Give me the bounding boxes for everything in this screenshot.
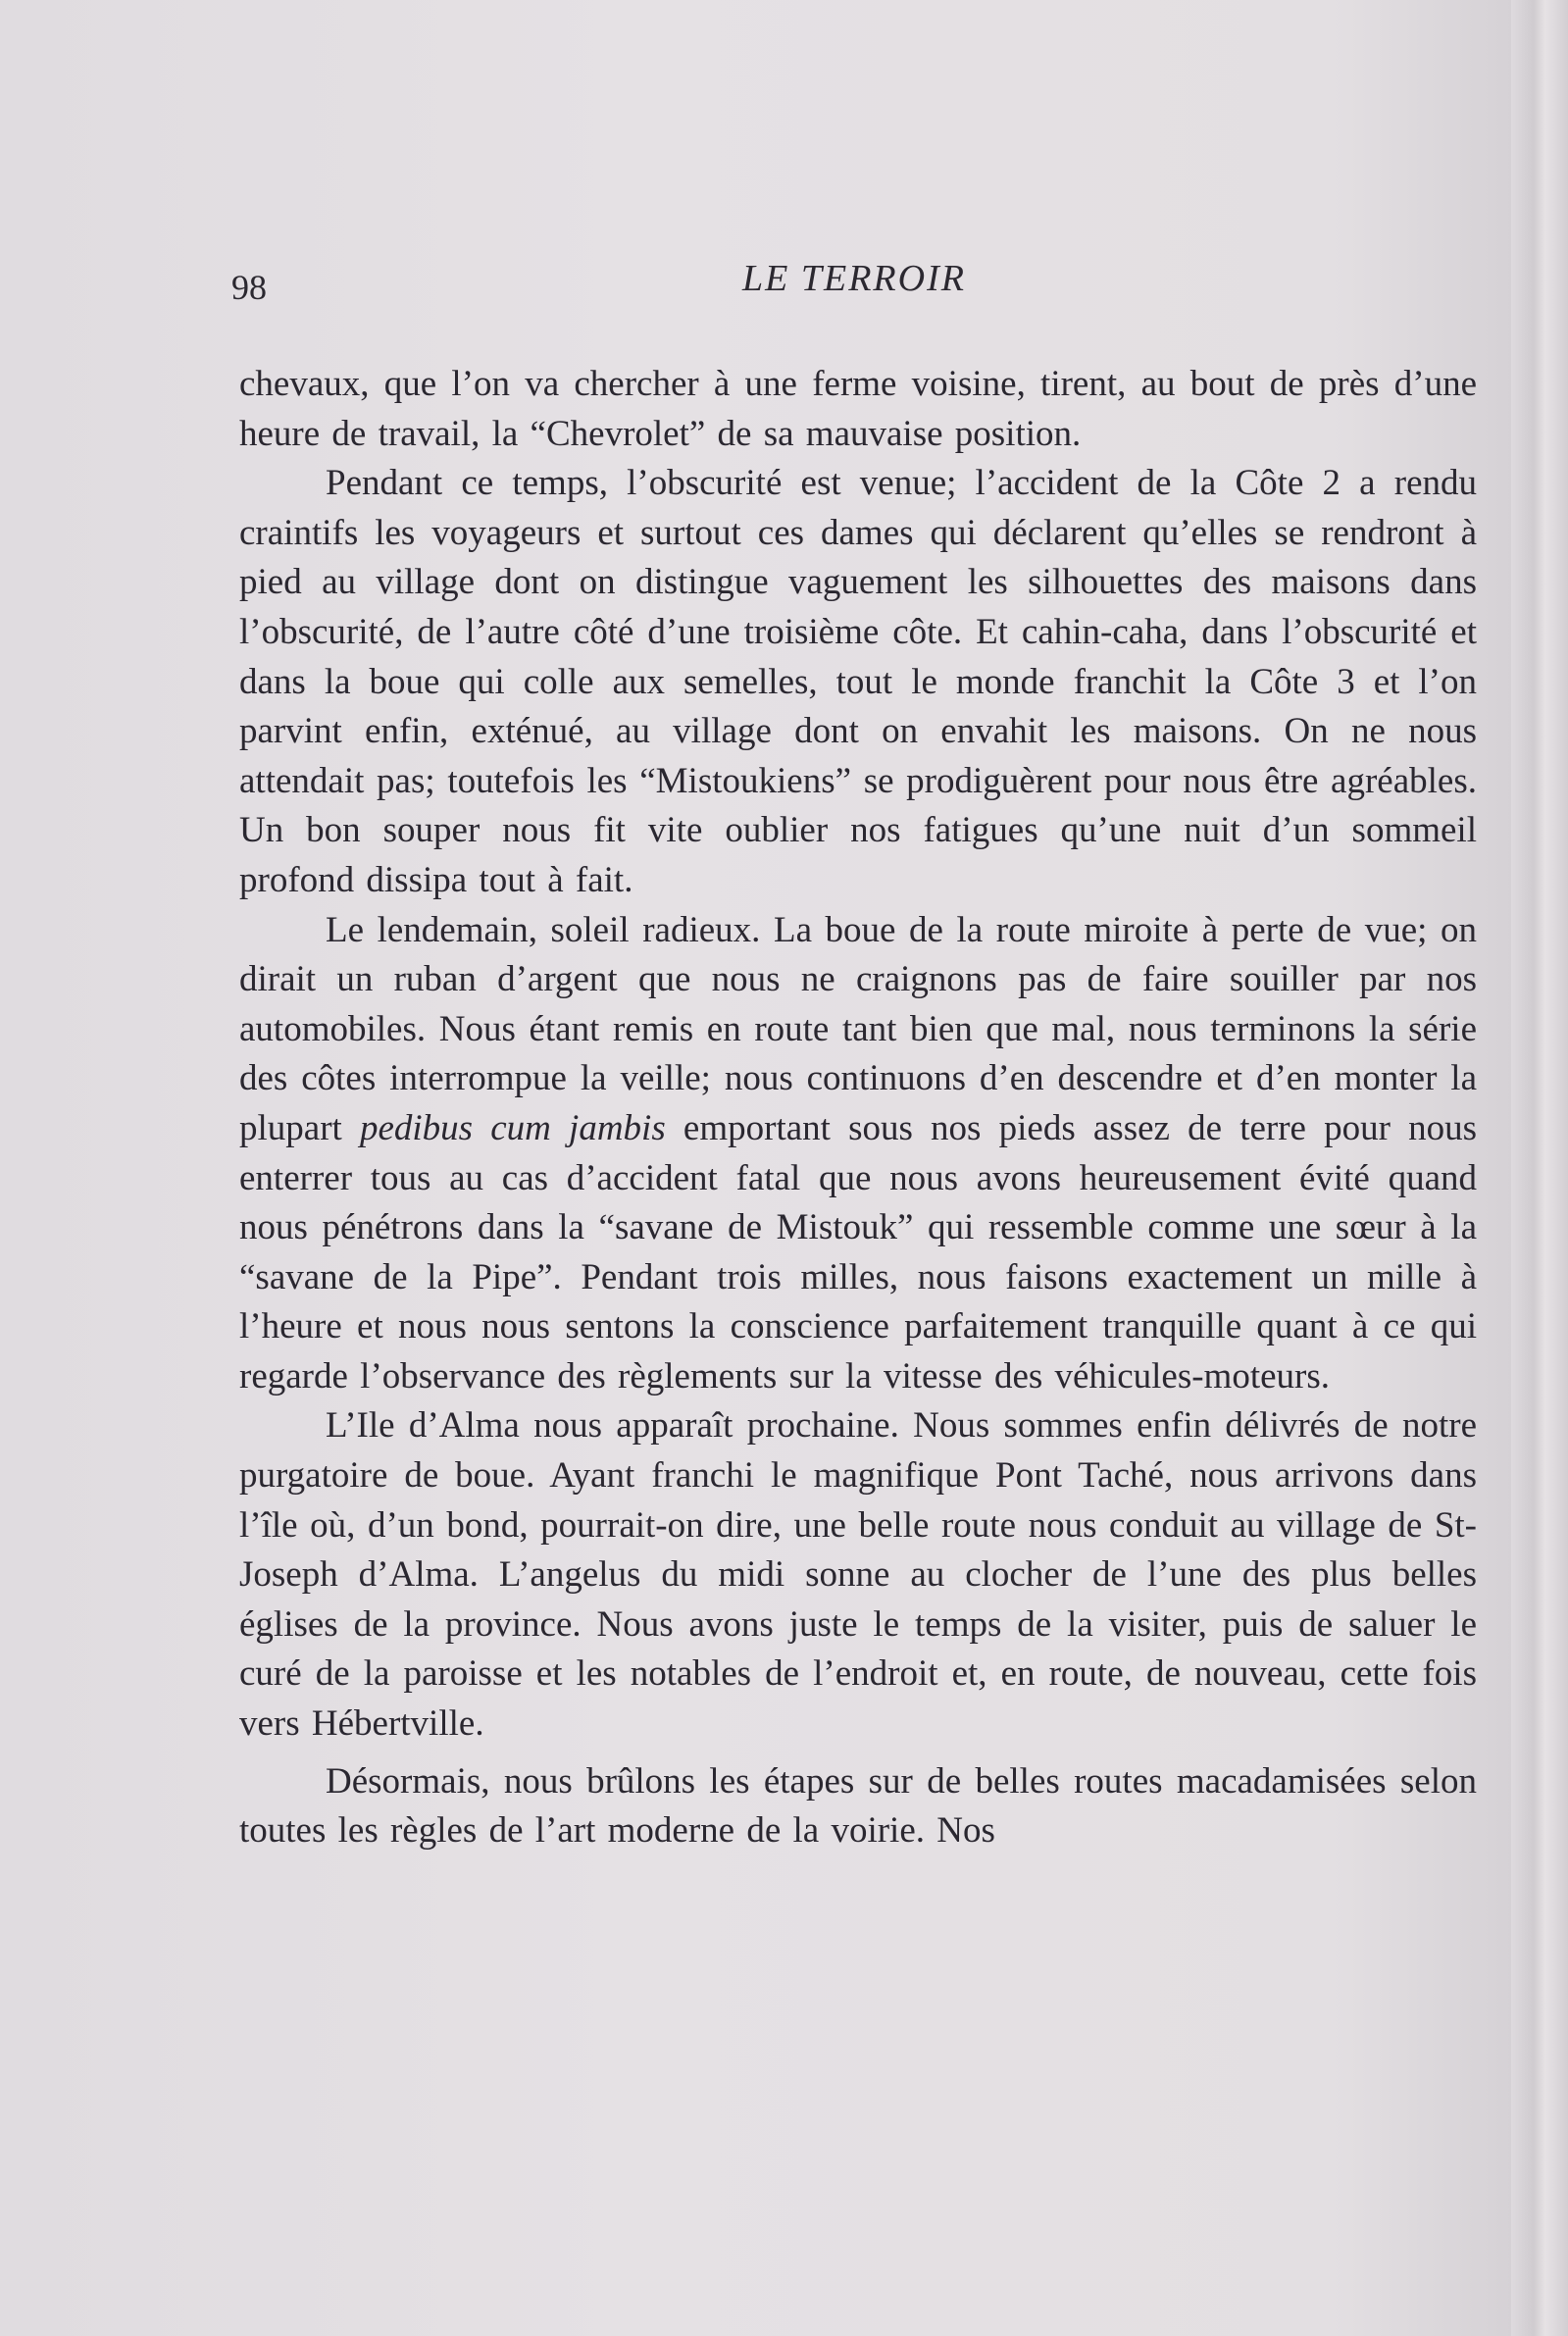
paragraph-text: emportant sous nos pieds assez de terre pour nous enterrer tous au cas d’accident fatal que nous avons heureusement évité quand nous pénétrons dans la “savane de Mistouk” qui ressemble comme une sœur à la “savane de la Pipe”. Pendant trois milles, nous faisons exactement un mille à l’heure et nous nous sentons la conscience parfaitement tranquille quant à ce qui regarde l’observance des règlements sur la vitesse des véhicules-moteurs. <box>239 1107 1478 1397</box>
body-text <box>239 360 1477 1856</box>
running-title: LE TERROIR <box>742 258 966 299</box>
latin-phrase: pedibus cum jambis <box>359 1107 666 1148</box>
page-number: 98 <box>231 268 267 307</box>
running-head <box>231 257 1477 316</box>
paragraph <box>239 906 1477 1402</box>
paragraph: Désormais, nous brûlons les étapes sur de belles routes macadamisées selon toutes les règles de l’art moderne de la voirie. Nos <box>239 1760 1477 1852</box>
paragraph-continued: chevaux, que l’on va chercher à une ferme voisine, tirent, au bout de près d’une heure de travail, la “Chevrolet” de sa mauvaise position. <box>239 364 1477 454</box>
page-edge <box>1511 0 1568 2336</box>
paragraph: L’Ile d’Alma nous apparaît prochaine. Nous sommes enfin délivrés de notre purgatoire de boue. Ayant franchi le magnifique Pont Taché, nous arrivons dans l’île où, d’un bond, pourrait-on dire, une belle route nous conduit au village de St-Joseph d’Alma. L’angelus du midi sonne au clocher de l’une des plus belles églises de la province. Nous avons juste le temps de la visiter, puis de saluer le curé de la paroisse et les notables de l’endroit et, en route, de nouveau, cette fois vers Hébertville. <box>239 1405 1477 1745</box>
paragraph: Pendant ce temps, l’obscurité est venue; l’accident de la Côte 2 a rendu craintifs les voyageurs et surtout ces dames qui déclarent qu’elles se rendront à pied au village dont on distingue vaguement les silhouettes des maisons dans l’obscurité, de l’autre côté d’une troisième côte. Et cahin-caha, dans l’obscurité et dans la boue qui colle aux semelles, tout le monde franchit la Côte 3 et l’on parvint enfin, exténué, au village dont on envahit les maisons. On ne nous attendait pas; toutefois les “Mistoukiens” se prodiguèrent pour nous être agréables. Un bon souper nous fit vite oublier nos fatigues qu’une nuit d’un sommeil profond dissipa tout à fait. <box>239 463 1477 900</box>
paragraph-text: Le lendemain, soleil radieux. La boue de la route miroite à perte de vue; on dirait un ruban d’argent que nous ne craignons pas de faire souiller par nos automobiles. Nous étant remis en route tant bien que mal, nous terminons la série des côtes interrompue la veille; nous continuons d’en descendre et d’en monter la plupart <box>239 909 1477 1148</box>
